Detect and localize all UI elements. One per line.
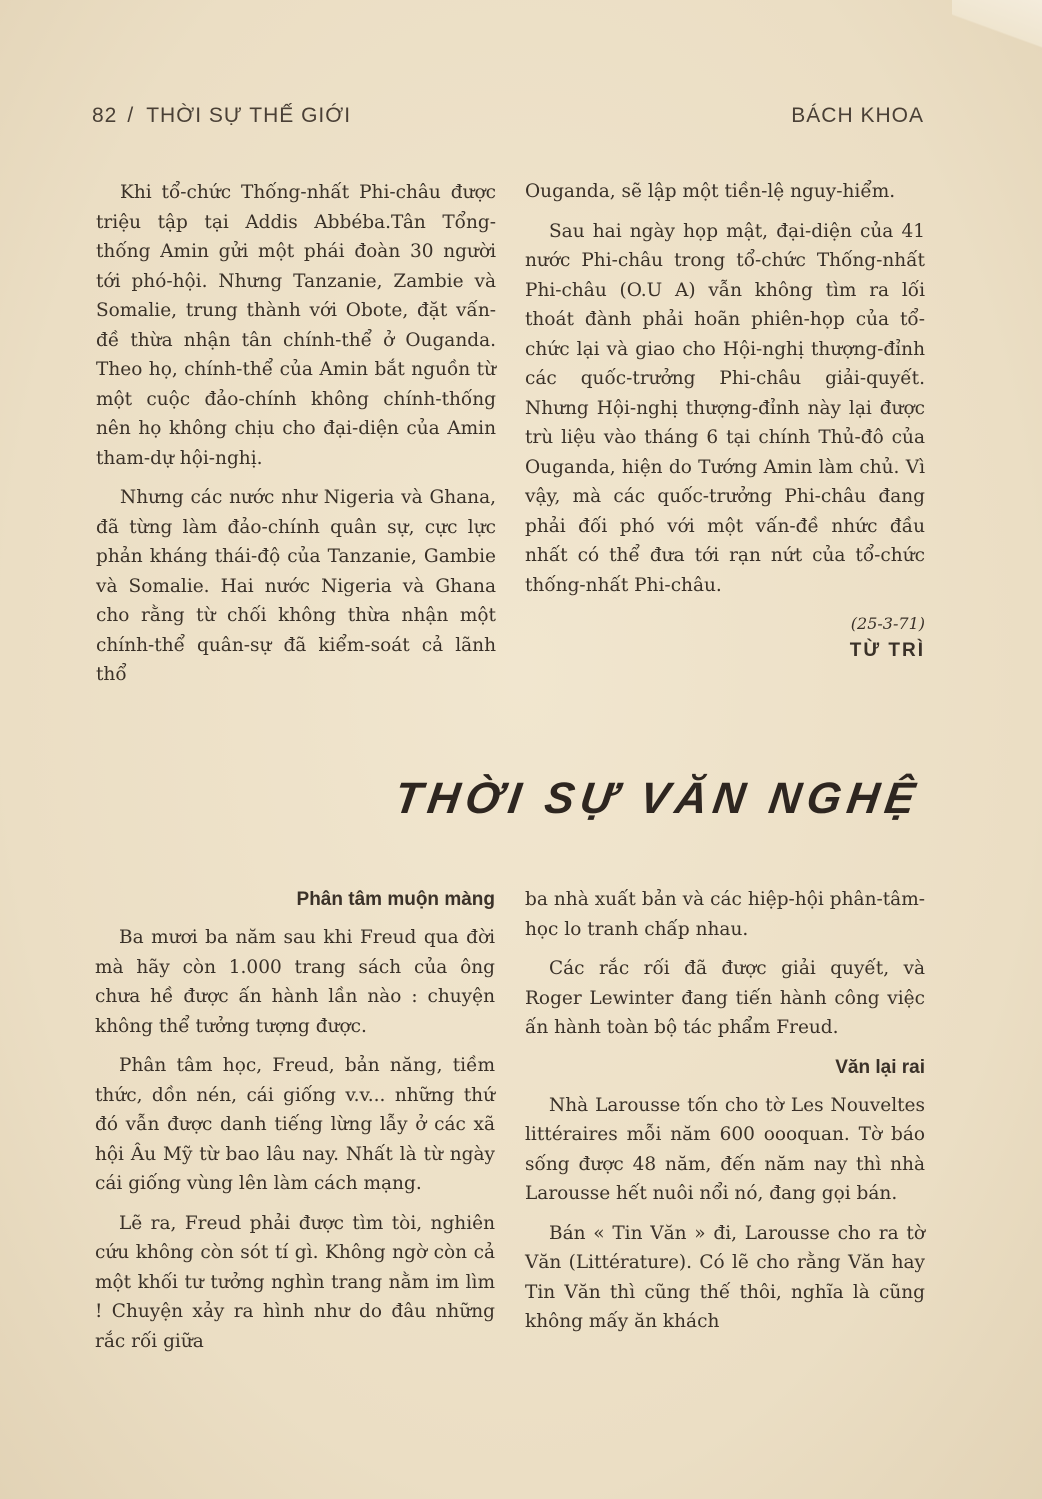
header-separator: / bbox=[127, 104, 135, 127]
article-heading: Văn lại rai bbox=[835, 1056, 925, 1078]
torn-corner bbox=[952, 0, 1042, 60]
paragraph: Phân tâm học, Freud, bản năng, tiềm thức, dồn nén, cái giống v.v... những thứ đó vẫn được danh tiếng lừng lẫy ở các xã hội Âu Mỹ từ bao lâu nay. Nhất là từ ngày cái giống vùng lên làm cách mạng. bbox=[95, 1055, 495, 1194]
paragraph: Khi tổ-chức Thống-nhất Phi-châu được triệu tập tại Addis Abbéba.Tân Tổng-thống Amin gửi một phái đoàn 30 người tới phó-hội. Nhưng Tanzanie, Zambie và Somalie, trung thành với Obote, đặt vấn-đề thừa nhận tân chính-thể ở Ouganda. Theo họ, chính-thể của Amin bắt nguồn từ một cuộc đảo-chính không chính-thống nên họ không chịu cho đại-diện của Amin tham-dự hội-nghị. bbox=[96, 182, 496, 469]
paragraph: Ouganda, sẽ lập một tiền-lệ nguy-hiểm. bbox=[525, 181, 896, 202]
bottom-article-left-column bbox=[95, 885, 495, 1366]
paragraph: ba nhà xuất bản và các hiệp-hội phân-tâm-học lo tranh chấp nhau. bbox=[525, 889, 925, 940]
section-title: THỜI SỰ VĂN NGHỆ bbox=[391, 774, 924, 823]
paragraph: Ba mươi ba năm sau khi Freud qua đời mà hãy còn 1.000 trang sách của ông chưa hề được ấn hành lần nào : chuyện không thể tưởng tượng được. bbox=[95, 927, 495, 1037]
paragraph: Các rắc rối đã được giải quyết, và Roger Lewinter đang tiến hành công việc ấn hành toàn bộ tác phẩm Freud. bbox=[525, 958, 925, 1038]
top-article-right-column bbox=[525, 177, 925, 666]
paragraph: Bán « Tin Văn » đi, Larousse cho ra tờ Văn (Littérature). Có lẽ cho rằng Văn hay Tin Văn thì cũng thế thôi, nghĩa là cũng không mấy ăn khách bbox=[525, 1222, 925, 1332]
bottom-article-right-column bbox=[525, 885, 925, 1347]
paragraph: Lẽ ra, Freud phải được tìm tòi, nghiên cứu không còn sót tí gì. Không ngờ còn cả một khối tư tưởng nghìn trang nằm im lìm ! Chuyện xảy ra hình như do đâu những rắc rối giữa bbox=[95, 1212, 495, 1352]
section-name: THỜI SỰ THẾ GIỚI bbox=[146, 104, 352, 127]
article-heading: Phân tâm muộn màng bbox=[296, 889, 495, 910]
page-number: 82 bbox=[92, 104, 118, 127]
paragraph: Nhà Larousse tốn cho tờ Les Nouveltes littéraires mỗi năm 600 oooquan. Tờ báo sống được 48 năm, đến năm nay thì nhà Larousse hết nuôi nổi nó, đang gọi bán. bbox=[525, 1094, 925, 1204]
article-date: (25-3-71) bbox=[850, 614, 925, 633]
paragraph: Sau hai ngày họp mật, đại-diện của 41 nước Phi-châu trong tổ-chức Thống-nhất Phi-châu (O.U A) vẫn không tìm ra lối thoát đành phải hoãn phiên-họp của tổ-chức lại và giao cho Hội-nghị thượng-đỉnh các quốc-trưởng Phi-châu giải-quyết. Nhưng Hội-nghị thượng-đỉnh này lại được trù liệu vào tháng 6 tại chính Thủ-đô của Ouganda, hiện do Tướng Amin làm chủ. Vì vậy, mà các quốc-trưởng Phi-châu đang phải đối phó với một vấn-đề nhức đầu nhất có thể đưa tới rạn nứt của tổ-chức thống-nhất Phi-châu. bbox=[525, 220, 925, 596]
paragraph: Nhưng các nước như Nigeria và Ghana, đã từng làm đảo-chính quân sự, cực lực phản kháng thái-độ của Tanzanie, Gambie và Somalie. Hai nước Nigeria và Ghana cho rằng từ chối không thừa nhận một chính-thể quân-sự đã kiểm-soát cả lãnh thổ bbox=[96, 487, 496, 685]
page-header bbox=[92, 104, 924, 138]
top-article-left-column bbox=[96, 178, 496, 700]
header-left bbox=[92, 104, 351, 128]
magazine-name: BÁCH KHOA bbox=[791, 104, 924, 127]
article-author: TỪ TRÌ bbox=[849, 640, 925, 661]
